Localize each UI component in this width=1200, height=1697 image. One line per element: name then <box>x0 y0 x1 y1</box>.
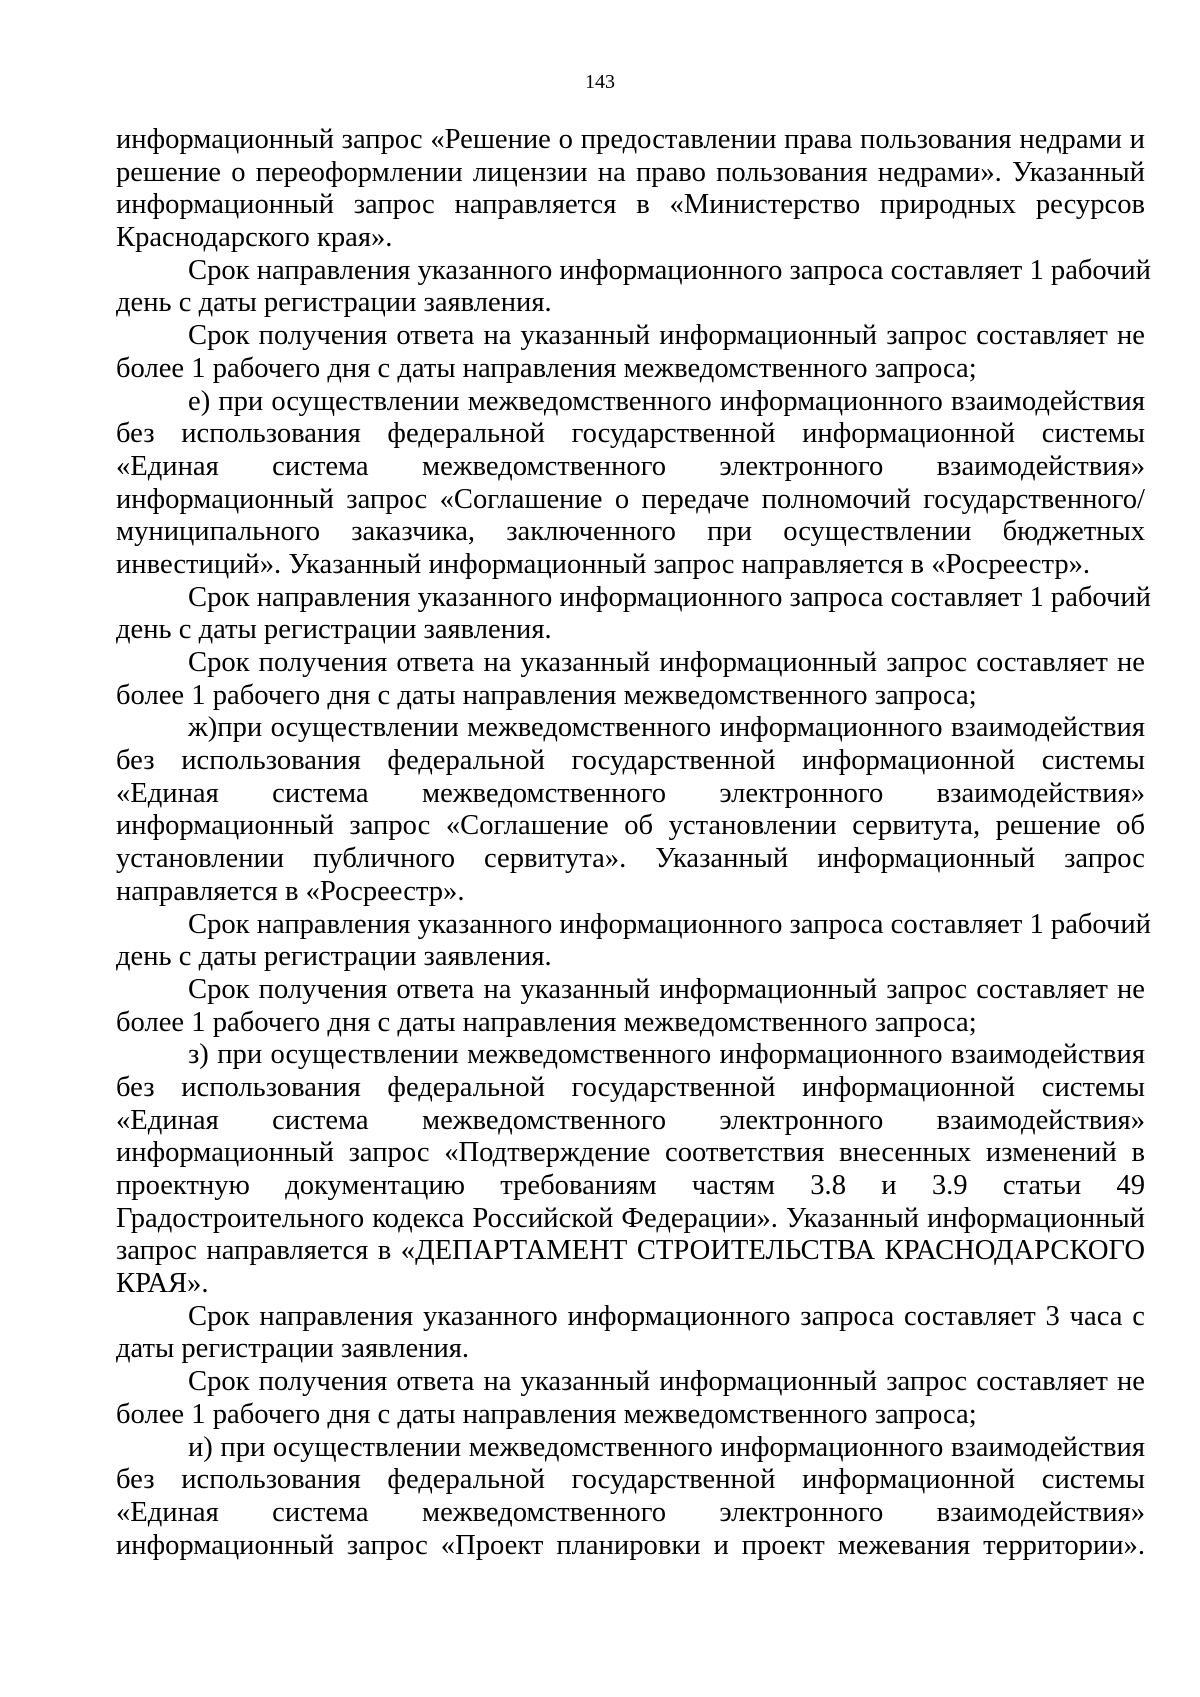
text-line: день с даты регистрации заявления. <box>116 287 552 319</box>
text-line: «Единая система межведомственного электронного взаимодействия» <box>116 777 1145 809</box>
text-line: запрос направляется в «ДЕПАРТАМЕНТ СТРОИТЕЛЬСТВА КРАСНОДАРСКОГО <box>116 1235 1145 1267</box>
text-line: даты регистрации заявления. <box>116 1333 470 1365</box>
text-line: «Единая система межведомственного электронного взаимодействия» <box>116 1496 1145 1528</box>
document-body <box>116 124 1151 1562</box>
text-line: и) при осуществлении межведомственного информационного взаимодействия <box>188 1431 1145 1463</box>
text-line: з) при осуществлении межведомственного информационного взаимодействия <box>188 1039 1145 1071</box>
text-line: день с даты регистрации заявления. <box>116 614 552 646</box>
text-line: Срок получения ответа на указанный информационный запрос составляет не <box>188 973 1145 1005</box>
text-line: направляется в «Росреестр». <box>116 875 465 907</box>
text-line: «Единая система межведомственного электронного взаимодействия» <box>116 450 1145 482</box>
text-line: информационный запрос направляется в «Министерство природных ресурсов <box>116 189 1145 221</box>
text-line: информационный запрос «Соглашение об установлении сервитута, решение об <box>116 810 1145 842</box>
text-line: Срок направления указанного информационного запроса составляет 1 рабочий <box>188 581 1151 613</box>
text-line: информационный запрос «Решение о предоставлении права пользования недрами и <box>116 124 1145 155</box>
text-line: день с даты регистрации заявления. <box>116 941 552 973</box>
text-line: информационный запрос «Проект планировки и проект межевания территории». <box>116 1529 1145 1561</box>
text-line: Срок направления указанного информационного запроса составляет 1 рабочий <box>188 254 1151 286</box>
text-line: информационный запрос «Подтверждение соответствия внесенных изменений в <box>116 1137 1145 1169</box>
text-line: ж)при осуществлении межведомственного информационного взаимодействия <box>188 712 1145 744</box>
text-line: более 1 рабочего дня с даты направления межведомственного запроса; <box>116 352 977 384</box>
text-line: Срок получения ответа на указанный информационный запрос составляет не <box>188 647 1145 678</box>
text-line: КРАЯ». <box>116 1268 209 1300</box>
text-line: Срок получения ответа на указанный информационный запрос составляет не <box>188 1366 1145 1398</box>
text-line: установлении публичного сервитута». Указанный информационный запрос <box>116 843 1145 875</box>
text-line: проектную документацию требованиям частям 3.8 и 3.9 статьи 49 <box>116 1170 1145 1201</box>
text-line: «Единая система межведомственного электронного взаимодействия» <box>116 1104 1145 1136</box>
text-line: без использования федеральной государственной информационной системы <box>116 1071 1145 1103</box>
text-line: Градостроительного кодекса Российской Федерации». Указанный информационный <box>116 1202 1145 1234</box>
text-line: информационный запрос «Соглашение о передаче полномочий государственного/ <box>116 483 1145 515</box>
text-line: муниципального заказчика, заключенного при осуществлении бюджетных <box>116 516 1145 548</box>
text-line: Срок направления указанного информационного запроса составляет 3 часа с <box>188 1300 1145 1332</box>
text-line: инвестиций». Указанный информационный запрос направляется в «Росреестр». <box>116 548 1091 580</box>
text-line: без использования федеральной государственной информационной системы <box>116 745 1145 777</box>
text-line: е) при осуществлении межведомственного информационного взаимодействия <box>188 385 1145 417</box>
text-line: решение о переоформлении лицензии на право пользования недрами». Указанный <box>116 156 1145 188</box>
text-line: без использования федеральной государственной информационной системы <box>116 418 1145 450</box>
text-line: без использования федеральной государственной информационной системы <box>116 1464 1145 1496</box>
text-line: более 1 рабочего дня с даты направления межведомственного запроса; <box>116 1006 977 1038</box>
text-line: более 1 рабочего дня с даты направления межведомственного запроса; <box>116 1398 977 1430</box>
text-line: Краснодарского края». <box>116 222 393 254</box>
text-line: Срок направления указанного информационного запроса составляет 1 рабочий <box>188 908 1151 940</box>
page-number: 143 <box>585 71 615 93</box>
text-line: более 1 рабочего дня с даты направления межведомственного запроса; <box>116 679 977 711</box>
text-line: Срок получения ответа на указанный информационный запрос составляет не <box>188 320 1145 352</box>
